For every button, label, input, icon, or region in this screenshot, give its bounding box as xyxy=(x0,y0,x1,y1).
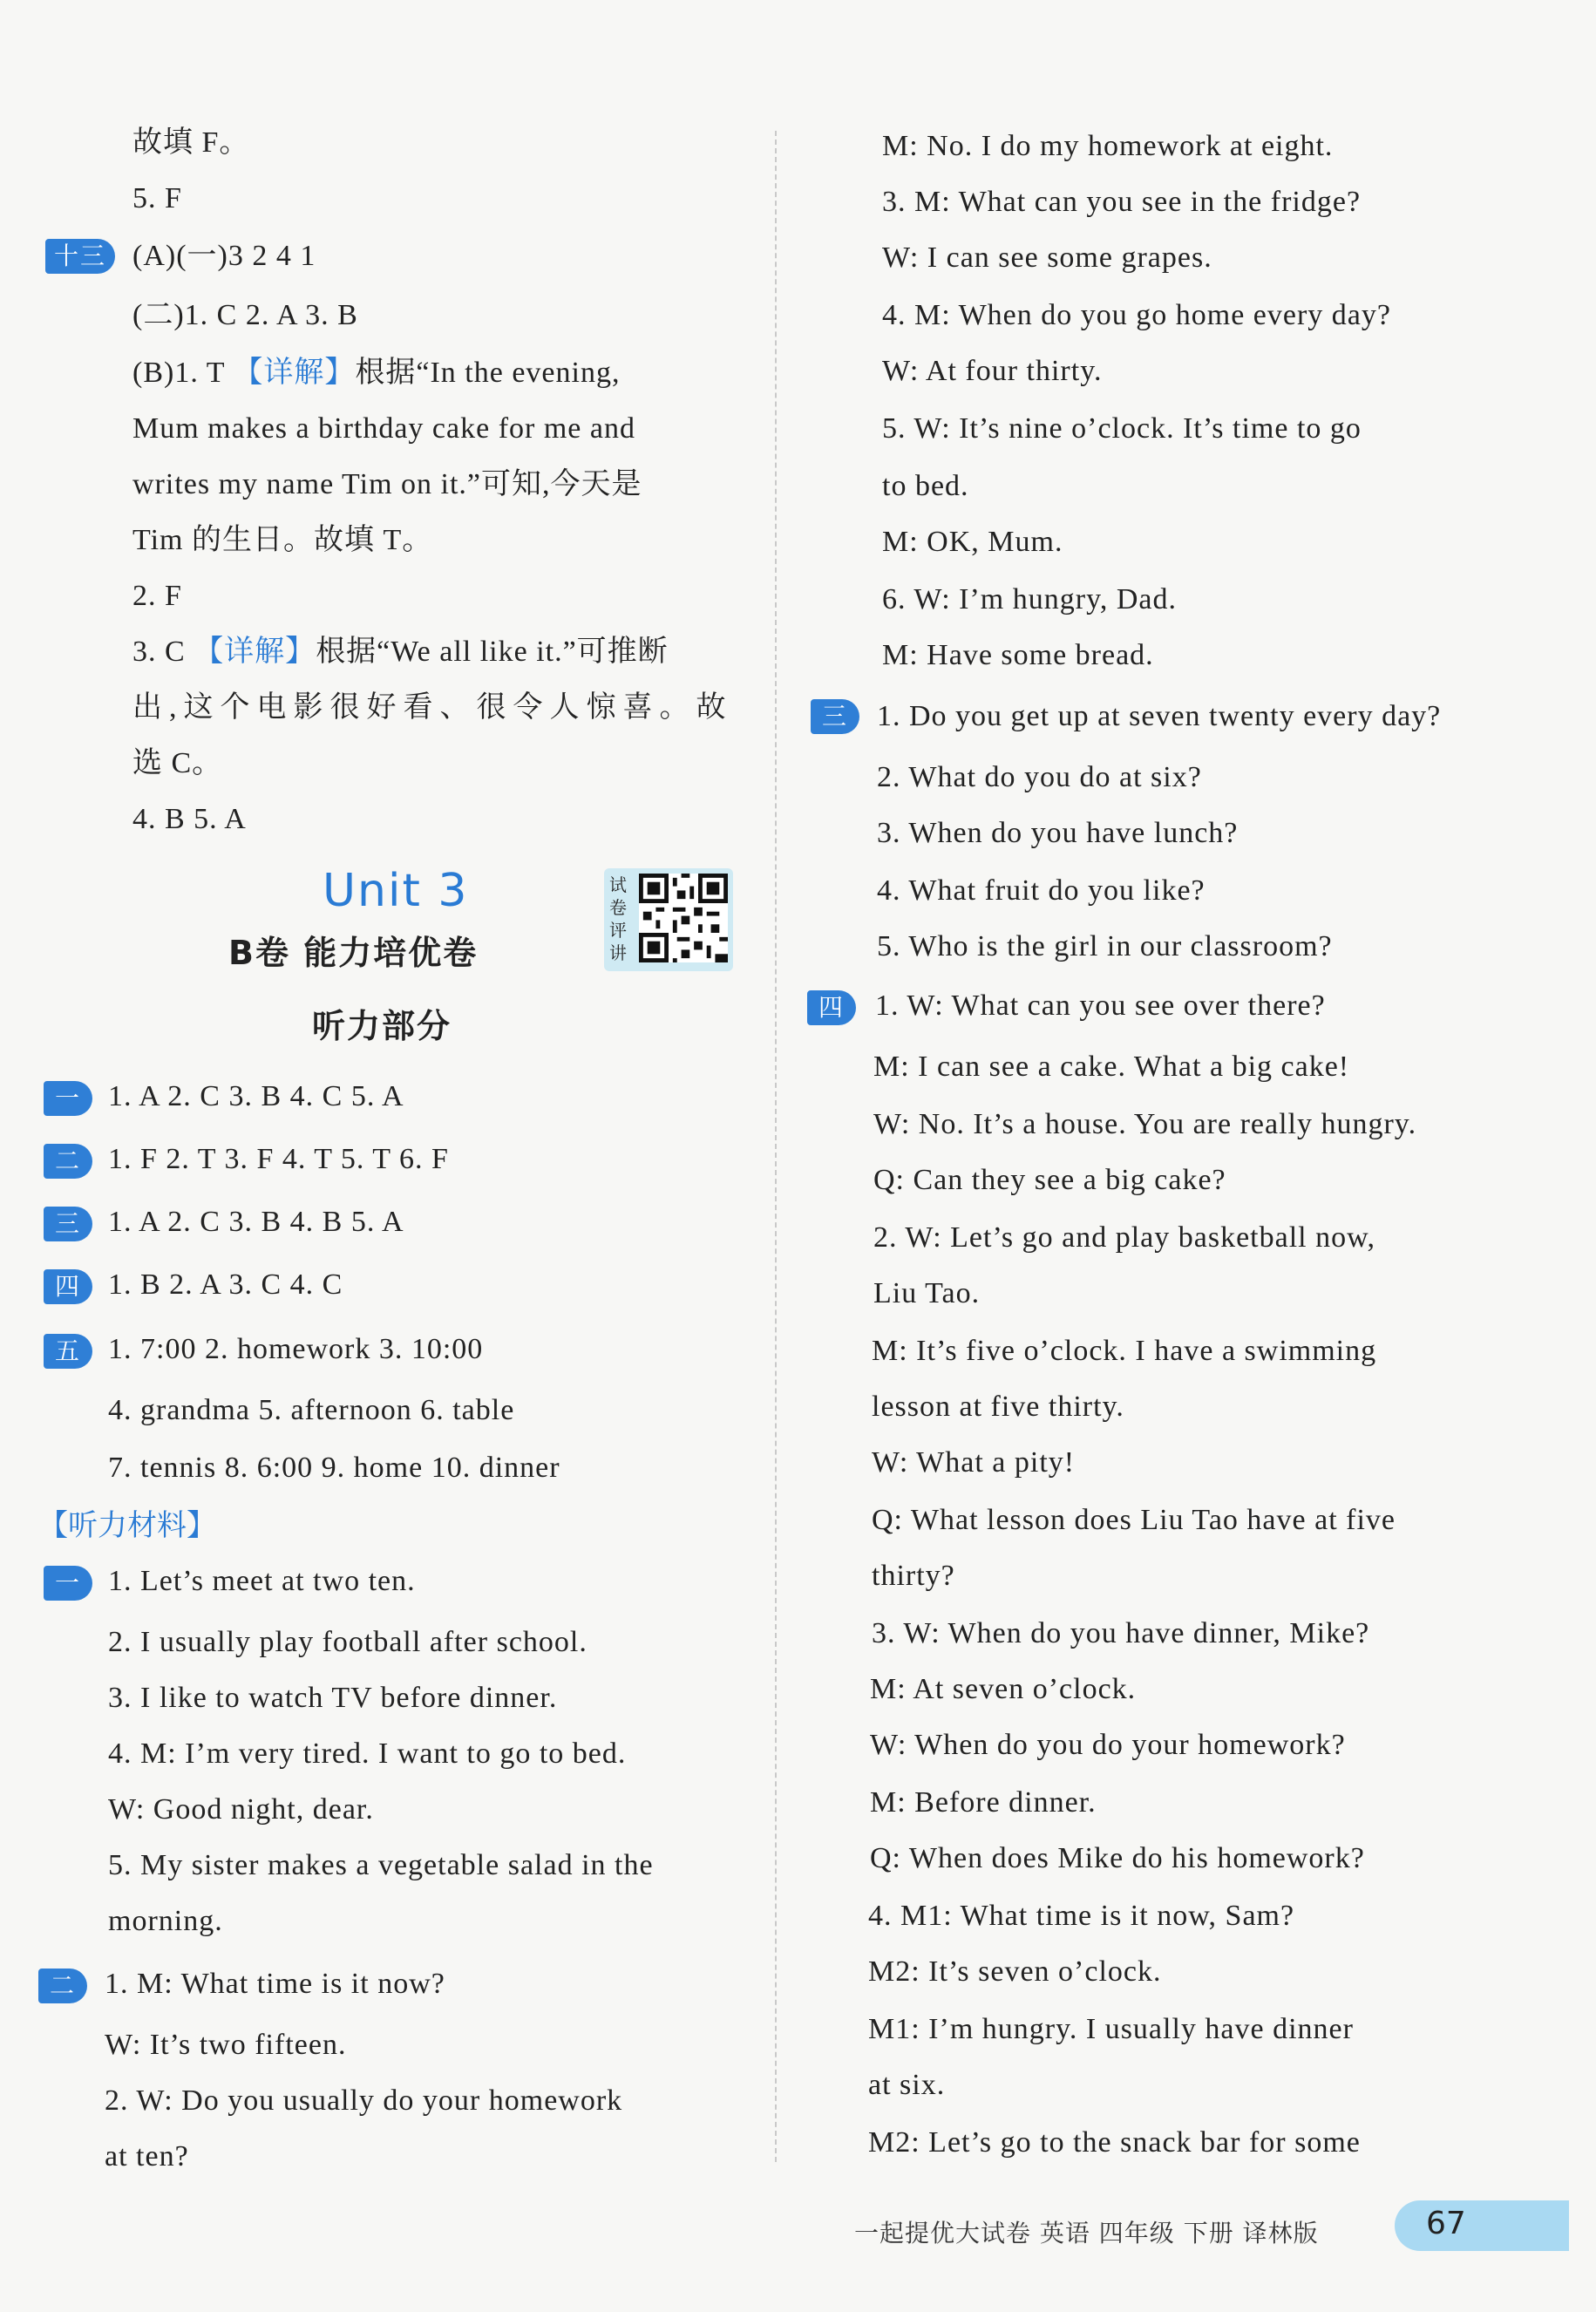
text-line: Liu Tao. xyxy=(873,1277,981,1309)
explanation-tag: 【详解】 xyxy=(233,357,356,389)
text-line: 1. Let’s meet at two ten. xyxy=(108,1565,416,1597)
text-line: Q: Can they see a big cake? xyxy=(873,1164,1226,1196)
answer-line: 1. 7:00 2. homework 3. 10:00 xyxy=(108,1333,484,1365)
text-line: M: Have some bread. xyxy=(882,639,1154,671)
text-line: (A)(一)3 2 4 1 xyxy=(132,240,316,272)
qr-code-icon[interactable] xyxy=(639,874,728,962)
text-line: Q: When does Mike do his homework? xyxy=(870,1842,1365,1874)
text-line: W: No. It’s a house. You are really hungry. xyxy=(873,1108,1417,1140)
text-line: M: Before dinner. xyxy=(870,1786,1097,1819)
text-line: 1. W: What can you see over there? xyxy=(875,989,1326,1022)
text-line: 2. What do you do at six? xyxy=(877,761,1202,793)
text-line: W: It’s two fifteen. xyxy=(105,2029,347,2061)
section-tag-3: 三 xyxy=(44,1207,92,1241)
text-line: 6. W: I’m hungry, Dad. xyxy=(882,583,1178,615)
answer-line: 1. A 2. C 3. B 4. C 5. A xyxy=(108,1080,404,1112)
text-line: M: It’s five o’clock. I have a swimming xyxy=(872,1335,1377,1367)
text-line: M: I can see a cake. What a big cake! xyxy=(873,1051,1350,1083)
text-line: (二)1. C 2. A 3. B xyxy=(132,299,358,331)
unit-title: Unit 3 xyxy=(323,865,469,917)
section-tag-1: 一 xyxy=(44,1081,92,1116)
text-line: 4. M: When do you go home every day? xyxy=(882,299,1391,331)
text-line: M2: Let’s go to the snack bar for some xyxy=(868,2126,1361,2159)
text-line: W: Good night, dear. xyxy=(108,1793,374,1826)
answer-line: 7. tennis 8. 6:00 9. home 10. dinner xyxy=(108,1452,560,1484)
text-line: 故填 F。 xyxy=(132,126,250,159)
page-number-badge xyxy=(1395,2200,1569,2251)
section-tag-2: 二 xyxy=(38,1969,87,2003)
text-line: to bed. xyxy=(882,470,969,502)
text-line: 3. When do you have lunch? xyxy=(877,817,1239,849)
text-line: M: OK, Mum. xyxy=(882,526,1063,558)
explanation-text: 根据“In the evening, xyxy=(355,357,621,389)
text-line: W: I can see some grapes. xyxy=(882,241,1212,274)
text-line: 5. F xyxy=(132,182,182,214)
text-line: 1. Do you get up at seven twenty every day? xyxy=(877,700,1442,732)
text-line: 3. I like to watch TV before dinner. xyxy=(108,1682,558,1714)
text-line: 4. M1: What time is it now, Sam? xyxy=(868,1900,1295,1932)
answer-text: 3. C xyxy=(132,636,194,668)
text-line: 5. Who is the girl in our classroom? xyxy=(877,930,1333,962)
column-divider xyxy=(775,131,777,2162)
section-tag-4: 四 xyxy=(44,1269,92,1304)
text-line: 5. W: It’s nine o’clock. It’s time to go xyxy=(882,412,1362,445)
material-heading: 【听力材料】 xyxy=(38,1508,216,1543)
paper-title: B卷 能力培优卷 xyxy=(228,934,479,972)
text-line: M1: I’m hungry. I usually have dinner xyxy=(868,2013,1354,2045)
text-line: 2. W: Do you usually do your homework xyxy=(105,2084,623,2117)
text-line: at six. xyxy=(868,2069,946,2101)
text-line: morning. xyxy=(108,1905,223,1937)
text-line: M2: It’s seven o’clock. xyxy=(868,1955,1162,1988)
section-tag-1: 一 xyxy=(44,1566,92,1601)
section-tag-5: 五 xyxy=(44,1334,92,1369)
text-line: lesson at five thirty. xyxy=(872,1391,1124,1423)
text-line: 选 C。 xyxy=(132,747,223,779)
text-line: 4. M: I’m very tired. I want to go to bed. xyxy=(108,1737,627,1770)
text-line: Tim 的生日。故填 T。 xyxy=(132,524,433,556)
explanation-text: 根据“We all like it.”可推断 xyxy=(316,636,669,668)
answer-line: 4. grandma 5. afternoon 6. table xyxy=(108,1394,515,1426)
section-tag-2: 二 xyxy=(44,1144,92,1179)
footer-book-title: 一起提优大试卷 英语 四年级 下册 译林版 xyxy=(854,2219,1319,2247)
text-line: 3. W: When do you have dinner, Mike? xyxy=(872,1617,1370,1649)
text-line: 5. My sister makes a vegetable salad in the xyxy=(108,1849,654,1881)
text-line: M: No. I do my homework at eight. xyxy=(882,130,1334,162)
text-line: at ten? xyxy=(105,2140,189,2173)
text-line: 3. M: What can you see in the fridge? xyxy=(882,186,1362,218)
answer-line: 1. A 2. C 3. B 4. B 5. A xyxy=(108,1206,404,1238)
text-line: W: At four thirty. xyxy=(882,355,1103,387)
text-line xyxy=(132,633,669,671)
page-number: 67 xyxy=(1426,2206,1466,2241)
text-line xyxy=(132,354,620,392)
text-line: W: What a pity! xyxy=(872,1446,1076,1479)
text-line: 出,这个电影很好看、很令人惊喜。故 xyxy=(132,691,733,724)
text-line: 2. F xyxy=(132,580,182,612)
text-line: 4. What fruit do you like? xyxy=(877,874,1205,907)
section-tag-4: 四 xyxy=(807,990,856,1025)
text-line: thirty? xyxy=(872,1560,955,1592)
text-line: 2. W: Let’s go and play basketball now, xyxy=(873,1221,1375,1254)
answer-line: 1. B 2. A 3. C 4. C xyxy=(108,1268,343,1301)
qr-label: 试卷评讲 xyxy=(609,874,627,963)
text-line: Q: What lesson does Liu Tao have at five xyxy=(872,1504,1396,1536)
text-line: 2. I usually play football after school. xyxy=(108,1626,587,1658)
section-tag-3: 三 xyxy=(811,699,859,734)
text-line: Mum makes a birthday cake for me and xyxy=(132,412,635,445)
text-line: 1. M: What time is it now? xyxy=(105,1968,445,2000)
text-line: writes my name Tim on it.”可知,今天是 xyxy=(132,468,642,500)
text-line: W: When do you do your homework? xyxy=(870,1729,1346,1761)
explanation-tag: 【详解】 xyxy=(194,636,316,668)
answer-line: 1. F 2. T 3. F 4. T 5. T 6. F xyxy=(108,1143,449,1175)
text-line: M: At seven o’clock. xyxy=(870,1673,1137,1705)
answer-text: (B)1. T xyxy=(132,357,234,389)
text-line: 4. B 5. A xyxy=(132,803,247,835)
section-tag-13: 十三 xyxy=(45,239,115,274)
section-title: 听力部分 xyxy=(312,1007,452,1045)
